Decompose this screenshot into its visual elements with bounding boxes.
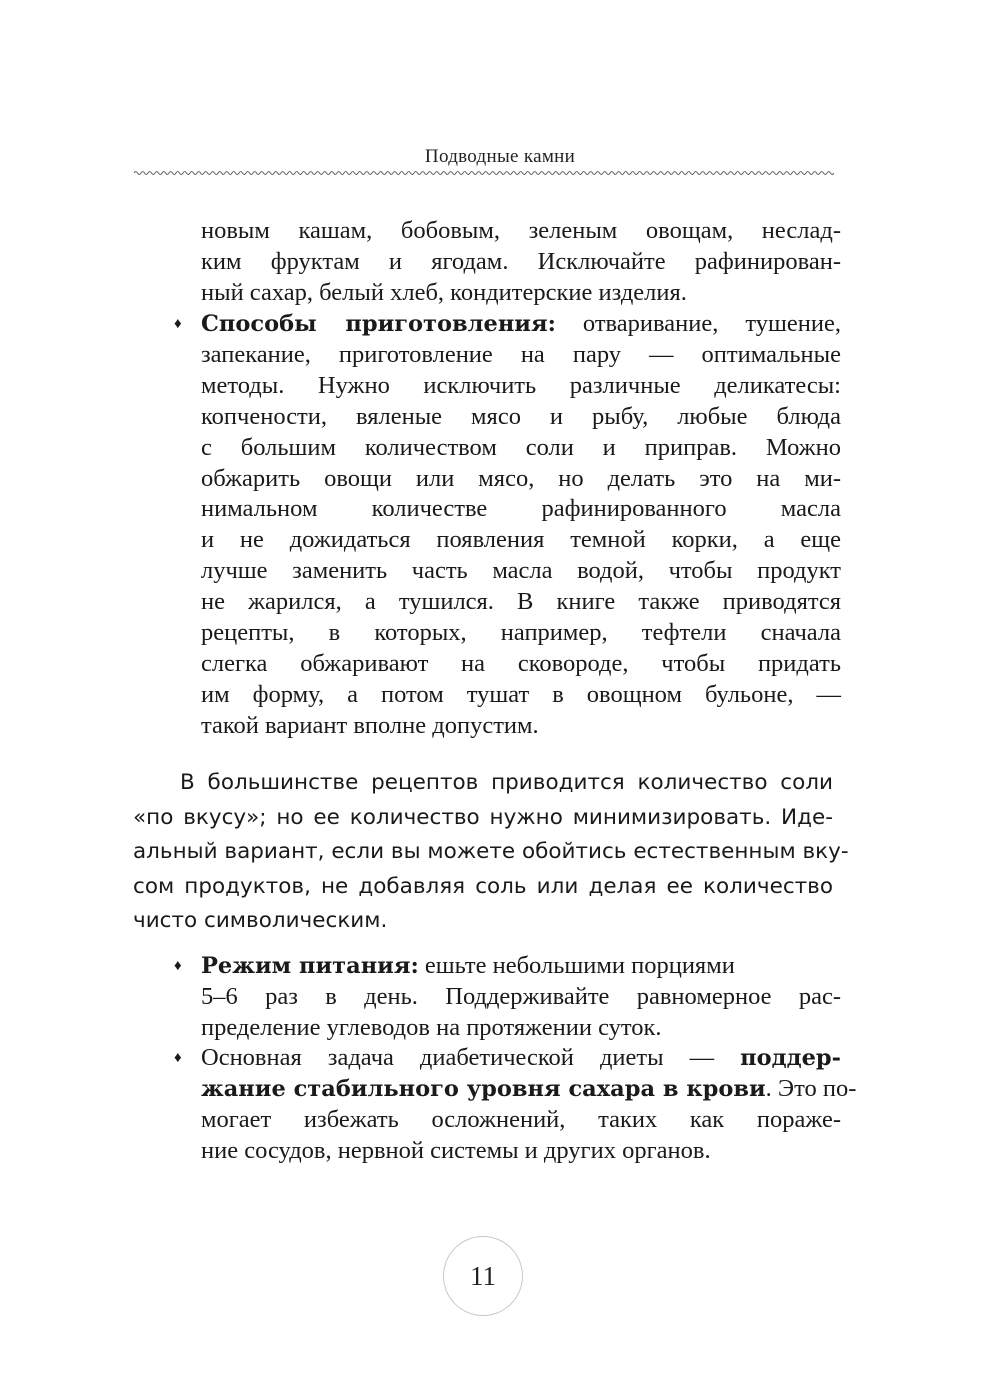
meal-regime-item [174,951,841,1044]
text-line: обжарить овощи или мясо, но делать это на ми- [201,464,841,492]
diet-goal-item [174,1043,857,1167]
text-line: копчености, вяленые мясо и рыбу, любые блюда [201,402,841,430]
text-line [201,309,841,340]
text-line: лучше заменить часть масла водой, чтобы продукт [201,557,841,585]
text-line: нимальном количестве рафинированного масла [201,495,841,523]
text-line: и не дожидаться появления темной корки, а еще [201,526,841,554]
text-line: В большинстве рецептов приводится количество соли [180,770,833,795]
text-line [201,951,841,982]
meal-regime-label: Режим питания: [201,953,419,979]
text-span: . Это по- [765,1074,857,1102]
text-line: ный сахар, белый хлеб, кондитерские изделия. [201,278,687,306]
text-span: ешьте небольшими порциями [418,952,735,979]
text-line: альный вариант, если вы можете обойтись естественным вку- [133,839,849,864]
text-line: 5–6 раз в день. Поддерживайте равномерное рас- [201,982,841,1010]
text-span: Основная задача диабетической диеты — [201,1044,741,1071]
salt-note-paragraph [133,766,849,939]
text-line: «по вкусу»; но ее количество нужно минимизировать. Иде- [133,804,833,830]
text-line [201,1074,857,1105]
text-line: рецепты, в которых, например, тефтели сначала [201,619,841,647]
diamond-bullet-icon: ♦ [174,1050,182,1066]
text-line: чисто символическим. [133,908,388,933]
diamond-bullet-icon: ♦ [174,316,182,332]
text-line: не жарился, а тушился. В книге также приводятся [201,588,841,616]
running-title: Подводные камни [424,146,576,167]
diet-goal-emphasis: поддер- [740,1045,841,1071]
text-line: могает избежать осложнений, таких как пораже- [201,1105,841,1133]
text-line: новым кашам, бобовым, зеленым овощам, неслад- [201,217,841,244]
text-line: ние сосудов, нервной системы и других органов. [201,1136,711,1164]
page-number-badge [443,1236,523,1316]
cooking-methods-label: Способы приготовления: [201,311,556,337]
cooking-methods-item [174,309,841,742]
continued-bullet-text [201,216,841,309]
text-line: методы. Нужно исключить различные деликатесы: [201,371,841,399]
text-line: пределение углеводов на протяжении суток. [201,1013,662,1041]
text-line: слегка обжаривают на сковороде, чтобы придать [201,649,841,677]
text-line: ким фруктам и ягодам. Исключайте рафинирован- [201,247,841,275]
text-line: им форму, а потом тушат в овощном бульоне, — [201,680,841,708]
text-line: сом продуктов, не добавляя соль или делая ее количество [133,873,833,899]
text-line: запекание, приготовление на пару — оптимальные [201,340,841,368]
diet-goal-emphasis: жание стабильного уровня сахара в крови [201,1075,766,1102]
text-line: с большим количеством соли и приправ. Можно [201,433,841,461]
decorative-wavy-rule [134,168,834,178]
page-number: 11 [470,1261,496,1291]
text-line: такой вариант вполне допустим. [201,711,539,739]
diamond-bullet-icon: ♦ [174,958,182,974]
text-line [201,1043,841,1074]
text-span: отваривание, тушение, [555,310,841,337]
